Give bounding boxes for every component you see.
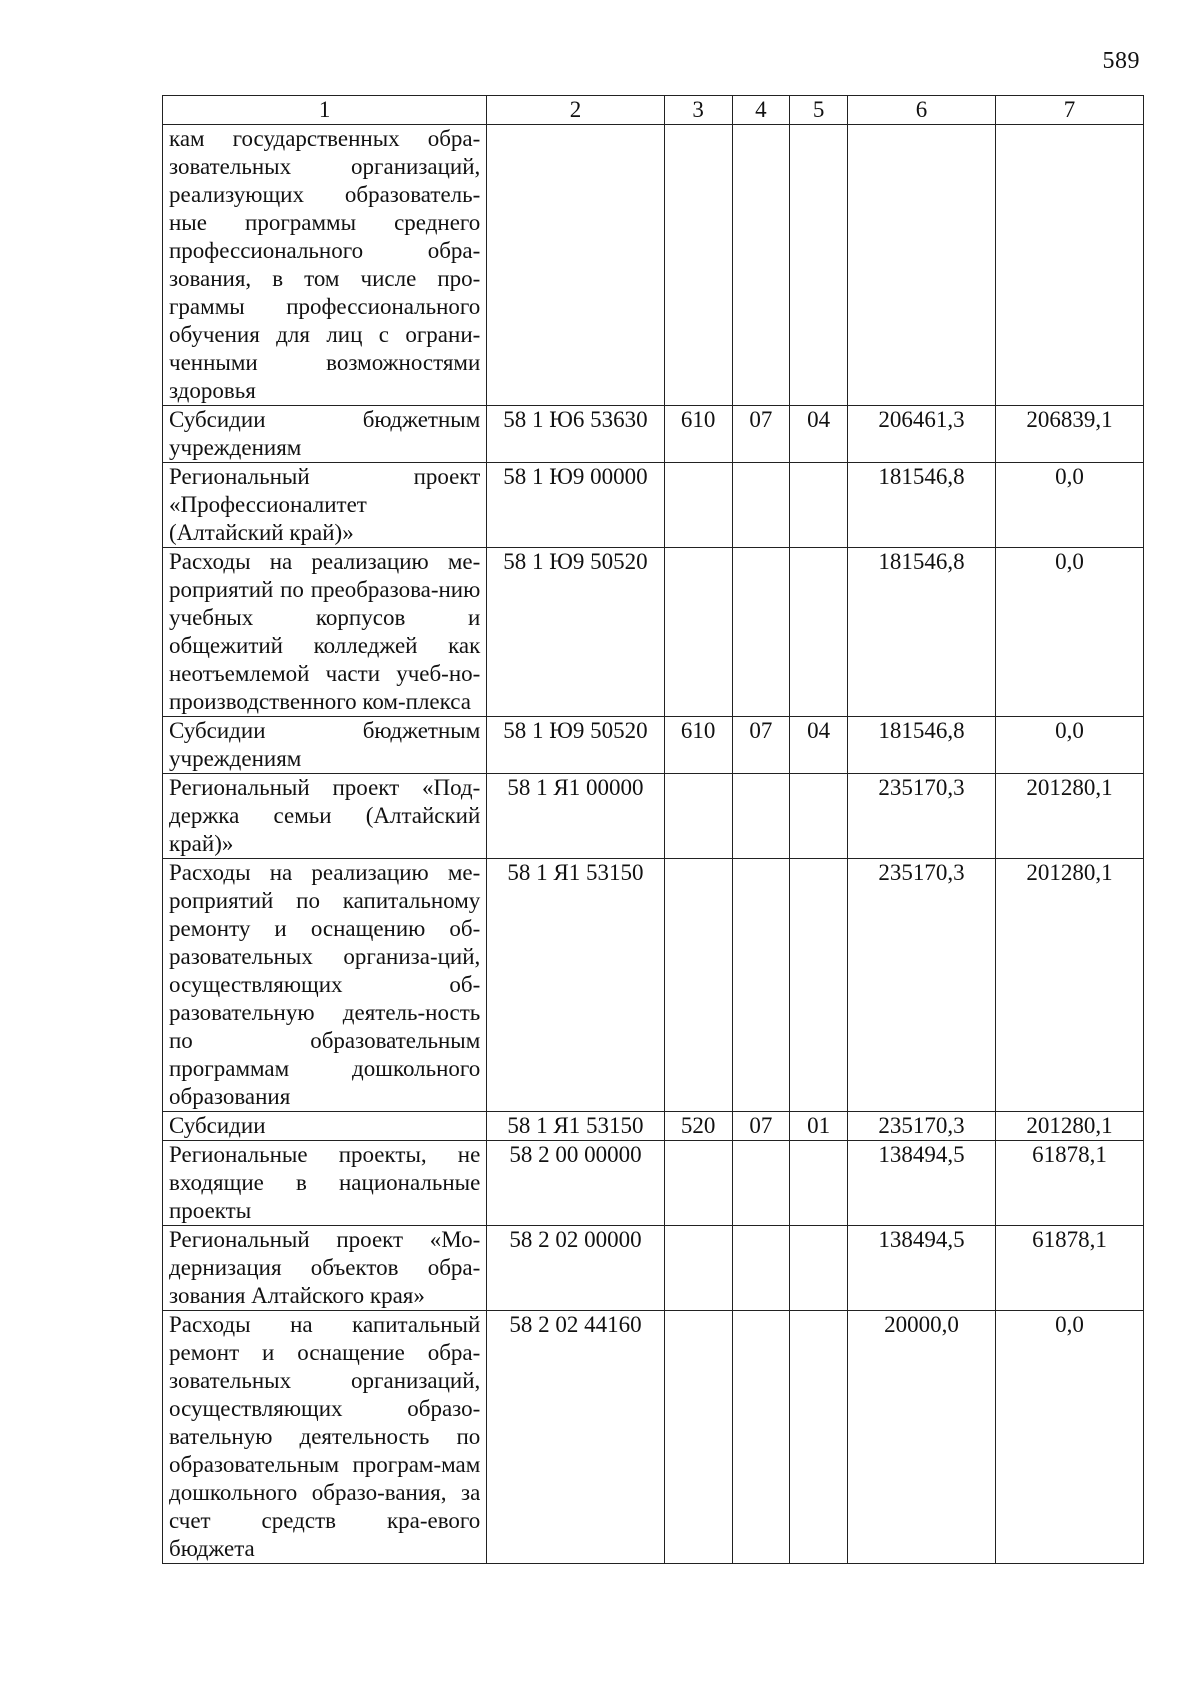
row-name-cell: Субсидии бюджетным учреждениям (163, 717, 487, 774)
table-row (163, 1311, 1144, 1564)
table-row (163, 406, 1144, 463)
row-col4-cell: 07 (732, 406, 790, 463)
table-row (163, 859, 1144, 1112)
row-col4-cell (732, 1141, 790, 1226)
row-col3-cell (664, 1226, 732, 1311)
table-row (163, 463, 1144, 548)
column-header-4: 4 (732, 96, 790, 125)
row-col6-cell: 206461,3 (848, 406, 996, 463)
row-col5-cell: 04 (790, 406, 848, 463)
row-col3-cell (664, 1311, 732, 1564)
row-col5-cell (790, 774, 848, 859)
page-number: 589 (1102, 48, 1140, 74)
table-row (163, 1141, 1144, 1226)
column-header-1: 1 (163, 96, 487, 125)
row-col6-cell: 235170,3 (848, 774, 996, 859)
row-col6-cell: 181546,8 (848, 463, 996, 548)
column-header-3: 3 (664, 96, 732, 125)
row-code-cell: 58 1 Ю6 53630 (487, 406, 664, 463)
row-col7-cell: 201280,1 (995, 774, 1143, 859)
column-header-2: 2 (487, 96, 664, 125)
row-name-cell: Расходы на реализацию ме-роприятий по капитальному ремонту и оснащению об-разовательных организа-ций, осуществляющих об-разовательную деятель-ность по образовательным программам дошкольного образования (163, 859, 487, 1112)
row-code-cell: 58 1 Ю9 50520 (487, 717, 664, 774)
row-col5-cell: 01 (790, 1112, 848, 1141)
row-col7-cell: 0,0 (995, 717, 1143, 774)
row-name-cell: Региональный проект «Мо-дернизация объектов обра-зования Алтайского края» (163, 1226, 487, 1311)
row-code-cell: 58 2 02 00000 (487, 1226, 664, 1311)
row-col5-cell (790, 548, 848, 717)
row-col5-cell (790, 859, 848, 1112)
row-col7-cell (995, 125, 1143, 406)
row-code-cell: 58 1 Ю9 00000 (487, 463, 664, 548)
row-name-cell: Субсидии бюджетным учреждениям (163, 406, 487, 463)
row-code-cell: 58 1 Я1 00000 (487, 774, 664, 859)
row-col5-cell (790, 1141, 848, 1226)
row-col5-cell (790, 463, 848, 548)
table-row (163, 717, 1144, 774)
row-col4-cell (732, 774, 790, 859)
row-col6-cell: 20000,0 (848, 1311, 996, 1564)
table-row (163, 548, 1144, 717)
row-col4-cell (732, 463, 790, 548)
row-col4-cell (732, 1226, 790, 1311)
row-col5-cell (790, 1226, 848, 1311)
row-col3-cell: 610 (664, 406, 732, 463)
row-col6-cell: 235170,3 (848, 1112, 996, 1141)
row-col6-cell: 181546,8 (848, 548, 996, 717)
row-col7-cell: 61878,1 (995, 1141, 1143, 1226)
table-row (163, 774, 1144, 859)
row-name-cell: Субсидии (163, 1112, 487, 1141)
row-col7-cell: 201280,1 (995, 859, 1143, 1112)
row-col3-cell: 520 (664, 1112, 732, 1141)
row-name-cell: кам государственных обра-зовательных организаций, реализующих образователь-ные программы среднего профессионального обра-зования, в том числе про-граммы профессионального обучения для лиц с ограни-ченными возможностями здоровья (163, 125, 487, 406)
row-name-cell: Региональные проекты, не входящие в национальные проекты (163, 1141, 487, 1226)
row-code-cell: 58 1 Я1 53150 (487, 859, 664, 1112)
row-code-cell: 58 2 00 00000 (487, 1141, 664, 1226)
row-code-cell (487, 125, 664, 406)
row-col6-cell: 138494,5 (848, 1226, 996, 1311)
row-name-cell: Региональный проект «Профессионалитет (Алтайский край)» (163, 463, 487, 548)
row-col3-cell (664, 125, 732, 406)
table-row (163, 125, 1144, 406)
column-header-6: 6 (848, 96, 996, 125)
row-col4-cell (732, 859, 790, 1112)
row-col7-cell: 0,0 (995, 1311, 1143, 1564)
table-row (163, 1112, 1144, 1141)
row-col6-cell: 181546,8 (848, 717, 996, 774)
row-col3-cell (664, 463, 732, 548)
row-name-cell: Региональный проект «Под-держка семьи (Алтайский край)» (163, 774, 487, 859)
row-col3-cell (664, 1141, 732, 1226)
row-col7-cell: 206839,1 (995, 406, 1143, 463)
row-col7-cell: 61878,1 (995, 1226, 1143, 1311)
row-col7-cell: 0,0 (995, 463, 1143, 548)
row-col4-cell: 07 (732, 1112, 790, 1141)
row-col5-cell (790, 1311, 848, 1564)
row-name-cell: Расходы на реализацию ме-роприятий по преобразова-нию учебных корпусов и общежитий колледжей как неотъемлемой части учеб-но-производственного ком-плекса (163, 548, 487, 717)
row-col4-cell (732, 125, 790, 406)
row-code-cell: 58 1 Ю9 50520 (487, 548, 664, 717)
row-col6-cell: 235170,3 (848, 859, 996, 1112)
row-code-cell: 58 2 02 44160 (487, 1311, 664, 1564)
column-header-7: 7 (995, 96, 1143, 125)
row-col6-cell: 138494,5 (848, 1141, 996, 1226)
row-col3-cell (664, 548, 732, 717)
row-col4-cell (732, 548, 790, 717)
row-col6-cell (848, 125, 996, 406)
row-col3-cell (664, 859, 732, 1112)
budget-table (162, 95, 1144, 1564)
table-header-row (163, 96, 1144, 125)
table-row (163, 1226, 1144, 1311)
row-col5-cell (790, 125, 848, 406)
row-col4-cell (732, 1311, 790, 1564)
row-col5-cell: 04 (790, 717, 848, 774)
row-col7-cell: 201280,1 (995, 1112, 1143, 1141)
row-col3-cell: 610 (664, 717, 732, 774)
row-col7-cell: 0,0 (995, 548, 1143, 717)
row-name-cell: Расходы на капитальный ремонт и оснащение обра-зовательных организаций, осуществляющих образо-вательную деятельность по образовательным програм-мам дошкольного образо-вания, за счет средств кра-евого бюджета (163, 1311, 487, 1564)
column-header-5: 5 (790, 96, 848, 125)
row-code-cell: 58 1 Я1 53150 (487, 1112, 664, 1141)
row-col4-cell: 07 (732, 717, 790, 774)
row-col3-cell (664, 774, 732, 859)
